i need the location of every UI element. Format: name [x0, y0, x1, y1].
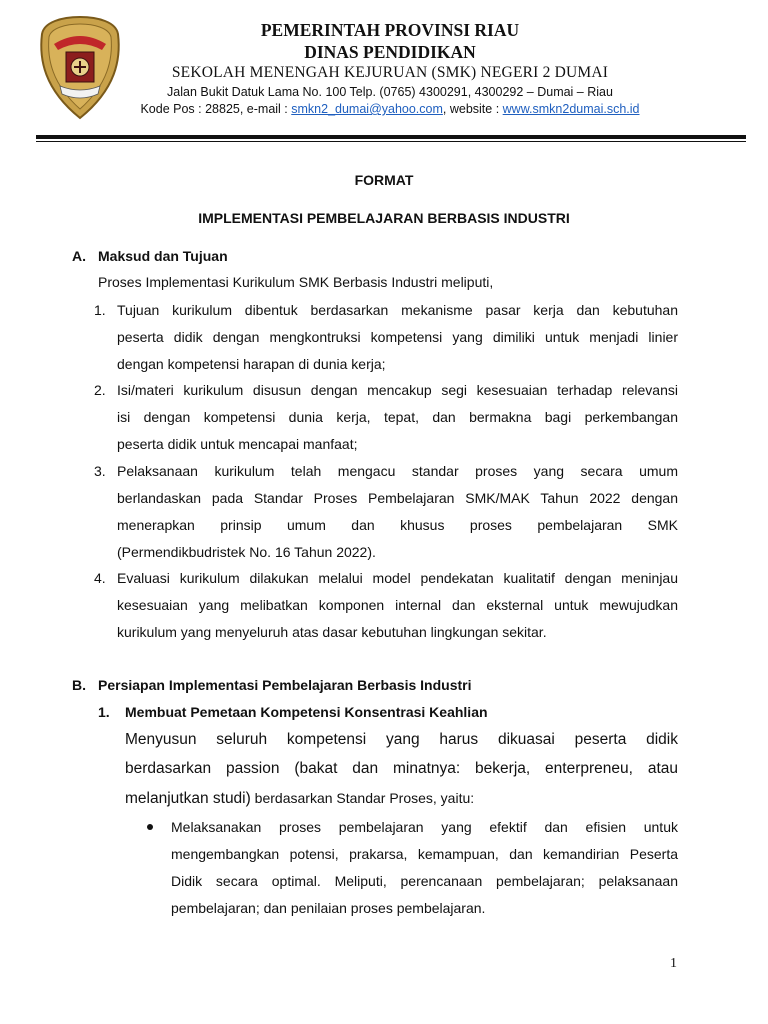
subsection-number: 1. [98, 704, 110, 720]
paragraph-phrase: melanjutkan studi) [125, 790, 251, 807]
list-line: berlandaskan pada Standar Proses Pembelajaran SMK/MAK Tahun 2022 dengan [117, 490, 678, 506]
email-link[interactable]: smkn2_dumai@yahoo.com [291, 102, 443, 116]
letterhead-contact [130, 102, 650, 116]
list-line: Tujuan kurikulum dibentuk berdasarkan mekanisme pasar kerja dan kebutuhan [117, 302, 678, 318]
letterhead-department: DINAS PENDIDIKAN [304, 42, 476, 62]
list-number: 3. [94, 463, 106, 479]
list-line: menerapkan prinsip umum dan khusus proses pembelajaran SMK [117, 517, 678, 533]
list-line: (Permendikbudristek No. 16 Tahun 2022). [117, 544, 376, 560]
bullet-line: Melaksanakan proses pembelajaran yang efektif dan efisien untuk [171, 819, 678, 835]
bullet-line: pembelajaran; dan penilaian proses pembelajaran. [171, 900, 486, 916]
list-line: Evaluasi kurikulum dilakukan melalui model pendekatan kualitatif dengan meninjau [117, 570, 678, 586]
school-logo [38, 14, 122, 122]
section-a-title: Maksud dan Tujuan [98, 248, 228, 264]
list-number: 1. [94, 302, 106, 318]
letterhead-government: PEMERINTAH PROVINSI RIAU [260, 20, 520, 40]
list-line: Pelaksanaan kurikulum telah mengacu standar proses yang secara umum [117, 463, 678, 479]
bullet-line: Didik secara optimal. Meliputi, perencanaan pembelajaran; pelaksanaan [171, 873, 678, 889]
section-a-intro: Proses Implementasi Kurikulum SMK Berbasis Industri meliputi, [98, 274, 494, 290]
section-b-title: Persiapan Implementasi Pembelajaran Berbasis Industri [98, 677, 472, 693]
section-a-letter: A. [72, 248, 86, 264]
list-line: kesesuaian yang melibatkan komponen internal dan eksternal untuk mewujudkan [117, 597, 678, 613]
bullet-dot [147, 824, 153, 830]
paragraph-phrase: berdasarkan Standar Proses, yaitu: [250, 790, 475, 806]
list-line: Isi/materi kurikulum disusun dengan mencakup segi kesesuaian terhadap relevansi [117, 382, 678, 398]
list-number: 2. [94, 382, 106, 398]
subsection-title: Membuat Pemetaan Kompetensi Konsentrasi Keahlian [125, 704, 488, 720]
doc-title: IMPLEMENTASI PEMBELAJARAN BERBASIS INDUSTRI [198, 210, 570, 226]
letterhead-school: SEKOLAH MENENGAH KEJURUAN (SMK) NEGERI 2 DUMAI [171, 64, 609, 81]
list-number: 4. [94, 570, 106, 586]
section-b-letter: B. [72, 677, 86, 693]
paragraph-line: berdasarkan passion (bakat dan minatnya: bekerja, enterpreneu, atau [125, 760, 678, 777]
doc-title-format: FORMAT [354, 172, 414, 188]
list-line: isi dengan kompetensi dunia kerja, tepat, dan bermakna bagi perkembangan [117, 409, 678, 425]
list-line: kurikulum yang menyeluruh atas dasar kebutuhan lingkungan sekitar. [117, 624, 547, 640]
page-number: 1 [670, 956, 677, 971]
list-line: dengan kompetensi harapan di dunia kerja; [117, 356, 386, 372]
website-link[interactable]: www.smkn2dumai.sch.id [502, 102, 640, 116]
contact-mid: , website : [442, 102, 503, 116]
letterhead-address: Jalan Bukit Datuk Lama No. 100 Telp. (0765) 4300291, 4300292 – Dumai – Riau [167, 85, 613, 99]
paragraph-line [125, 788, 474, 809]
paragraph-line: Menyusun seluruh kompetensi yang harus dikuasai peserta didik [125, 731, 678, 748]
header-rule-thin [36, 141, 746, 142]
list-line: peserta didik dengan mengkontruksi kompetensi yang dimiliki untuk menjadi linier [117, 329, 678, 345]
contact-prefix: Kode Pos : 28825, e-mail : [140, 102, 292, 116]
header-rule-thick [36, 135, 746, 139]
list-line: peserta didik untuk mencapai manfaat; [117, 436, 358, 452]
bullet-line: mengembangkan potensi, prakarsa, kemampuan, dan kemandirian Peserta [171, 846, 678, 862]
